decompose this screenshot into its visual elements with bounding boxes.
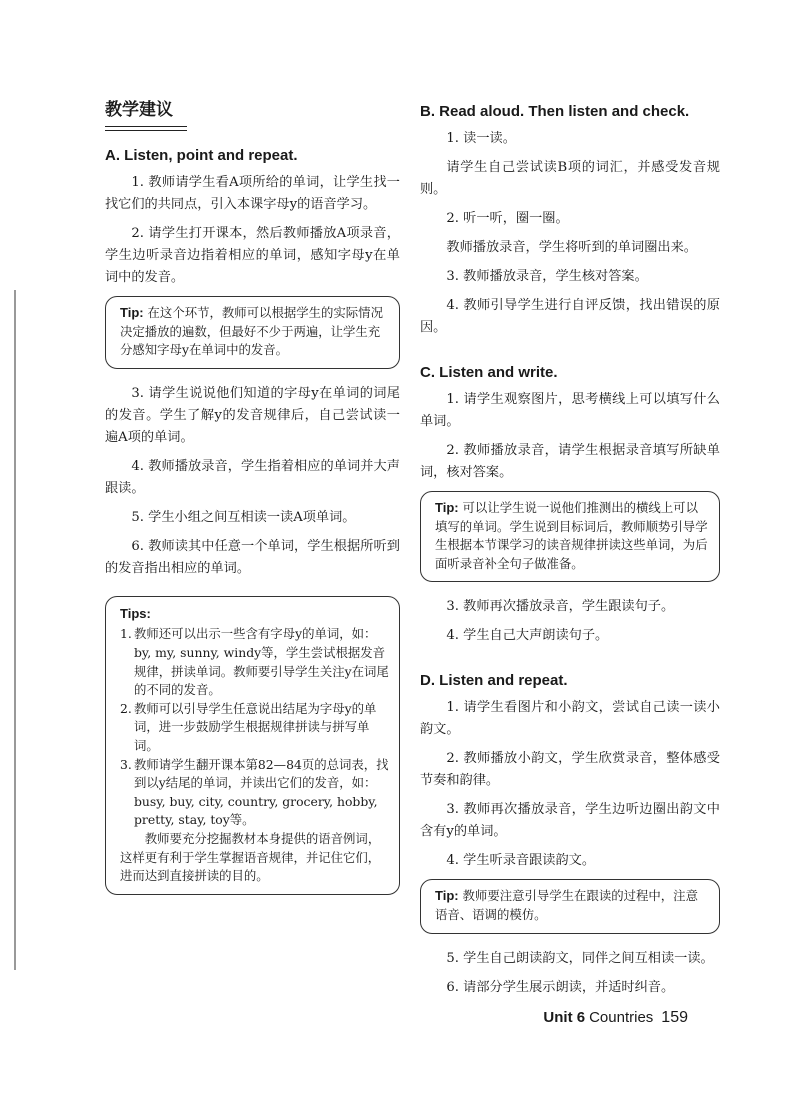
tip-label: Tip: — [435, 500, 459, 515]
tips-item-text: 教师还可以出示一些含有字母y的单词，如：by, my, sunny, windy等，学生尝试根据发音规律，拼读单词。教师要引导学生关注y在词尾的不同的发音。 — [134, 626, 389, 698]
page-footer — [543, 1008, 688, 1027]
section-d-step-2: 2. 教师播放小韵文，学生欣赏录音，整体感受节奏和韵律。 — [420, 751, 720, 789]
section-c-step-1: 1. 请学生观察图片，思考横线上可以填写什么单词。 — [420, 392, 720, 429]
section-c-step-3: 3. 教师再次播放录音，学生跟读句子。 — [446, 599, 675, 615]
section-b-step-3: 3. 教师播放录音，学生核对答案。 — [446, 269, 648, 284]
section-c-tip-box — [420, 491, 720, 582]
section-a-title: A. Listen, point and repeat. — [105, 147, 298, 164]
section-b — [420, 103, 720, 339]
tips-item-number: 1. — [120, 626, 132, 642]
section-c-step-4: 4. 学生自己大声朗读句子。 — [446, 628, 609, 644]
tips-closing: 教师要充分挖掘教材本身提供的语音例词，这样更有利于学生掌握语音规律，并记住它们，进而达到直接拼读的目的。 — [120, 830, 381, 884]
tips-item — [120, 700, 389, 756]
tips-item — [120, 756, 389, 830]
spacer — [420, 346, 720, 364]
tips-item-text: 教师可以引导学生任意说出结尾为字母y的单词，进一步鼓励学生根据规律拼读与拼写单词。 — [134, 700, 377, 753]
section-a-step-4: 4. 教师播放录音，学生指着相应的单词并大声跟读。 — [105, 458, 400, 496]
section-d-tip-box — [420, 879, 720, 933]
section-d-step-3: 3. 教师再次播放录音，学生边听边圈出韵文中含有y的单词。 — [420, 802, 720, 840]
section-b-title: B. Read aloud. Then listen and check. — [420, 103, 690, 120]
section-a — [105, 147, 400, 580]
section-a-step-6: 6. 教师读其中任意一个单词，学生根据所听到的发音指出相应的单词。 — [105, 538, 400, 576]
section-b-step-1: 1. 读一读。 — [446, 131, 516, 146]
section-d-step-1: 1. 请学生看图片和小韵文，尝试自己读一读小韵文。 — [420, 700, 720, 738]
tips-list — [120, 625, 389, 830]
tips-item-number: 2. — [120, 700, 132, 716]
spacer — [420, 654, 720, 672]
page-binding-edge — [0, 290, 16, 970]
tips-item-text: 教师请学生翻开课本第82—84页的总词表，找到以y结尾的单词，并读出它们的发音，如：busy, buy, city, country, grocery, hobby, pretty, stay, toy等。 — [134, 756, 389, 828]
tip-text: 可以让学生说一说他们推测出的横线上可以填写的单词。学生说到目标词后，教师顺势引导学生根据本节课学习的读音规律拼读这些单词，为后面听录音补全句子做准备。 — [435, 500, 708, 571]
section-c-step-2: 2. 教师播放录音，请学生根据录音填写所缺单词，核对答案。 — [420, 443, 720, 480]
section-b-step-1-detail: 请学生自己尝试读B项的词汇，并感受发音规则。 — [420, 160, 720, 197]
section-c — [420, 364, 720, 647]
section-a-step-1: 1. 教师请学生看A项所给的单词，让学生找一找它们的共同点，引入本课字母y的语音学习。 — [105, 175, 400, 212]
right-column — [420, 103, 720, 1006]
tip-text: 在这个环节，教师可以根据学生的实际情况决定播放的遍数，但最好不少于两遍，让学生充分感知字母y在单词中的发音。 — [120, 305, 383, 358]
tips-item — [120, 625, 389, 699]
footer-unit-title: Countries — [589, 1009, 654, 1026]
section-d-step-6: 6. 请部分学生展示朗读，并适时纠音。 — [446, 979, 675, 995]
section-b-step-2-detail: 教师播放录音，学生将听到的单词圈出来。 — [446, 240, 697, 255]
tips-item-number: 3. — [120, 756, 132, 772]
section-a-step-2: 2. 请学生打开课本，然后教师播放A项录音，学生边听录音边指着相应的单词，感知字母y在单词中的发音。 — [105, 226, 400, 285]
section-d — [420, 672, 720, 998]
tip-text: 教师要注意引导学生在跟读的过程中，注意语音、语调的模仿。 — [435, 888, 698, 922]
section-b-step-4: 4. 教师引导学生进行自评反馈，找出错误的原因。 — [420, 298, 720, 335]
tip-label: Tip: — [120, 305, 144, 320]
tips-label: Tips: — [120, 605, 151, 621]
section-d-title: D. Listen and repeat. — [420, 672, 568, 690]
teaching-suggestions-heading: 教学建议 — [105, 95, 187, 127]
section-a-step-3: 3. 请学生说说他们知道的字母y在单词的词尾的发音。学生了解y的发音规律后，自己尝试读一遍A项的单词。 — [105, 385, 400, 445]
left-column — [105, 95, 400, 909]
section-a-tip-box — [105, 296, 400, 369]
section-c-title: C. Listen and write. — [420, 364, 558, 381]
footer-unit: Unit 6 — [543, 1009, 586, 1026]
section-b-step-2: 2. 听一听，圈一圈。 — [446, 211, 569, 226]
section-a-step-5: 5. 学生小组之间互相读一读A项单词。 — [131, 509, 356, 525]
page-number: 159 — [661, 1009, 688, 1026]
tips-box — [105, 596, 400, 895]
section-d-step-5: 5. 学生自己朗读韵文，同伴之间互相读一读。 — [446, 950, 714, 966]
tip-label: Tip: — [435, 888, 459, 904]
section-d-step-4: 4. 学生听录音跟读韵文。 — [446, 853, 596, 869]
